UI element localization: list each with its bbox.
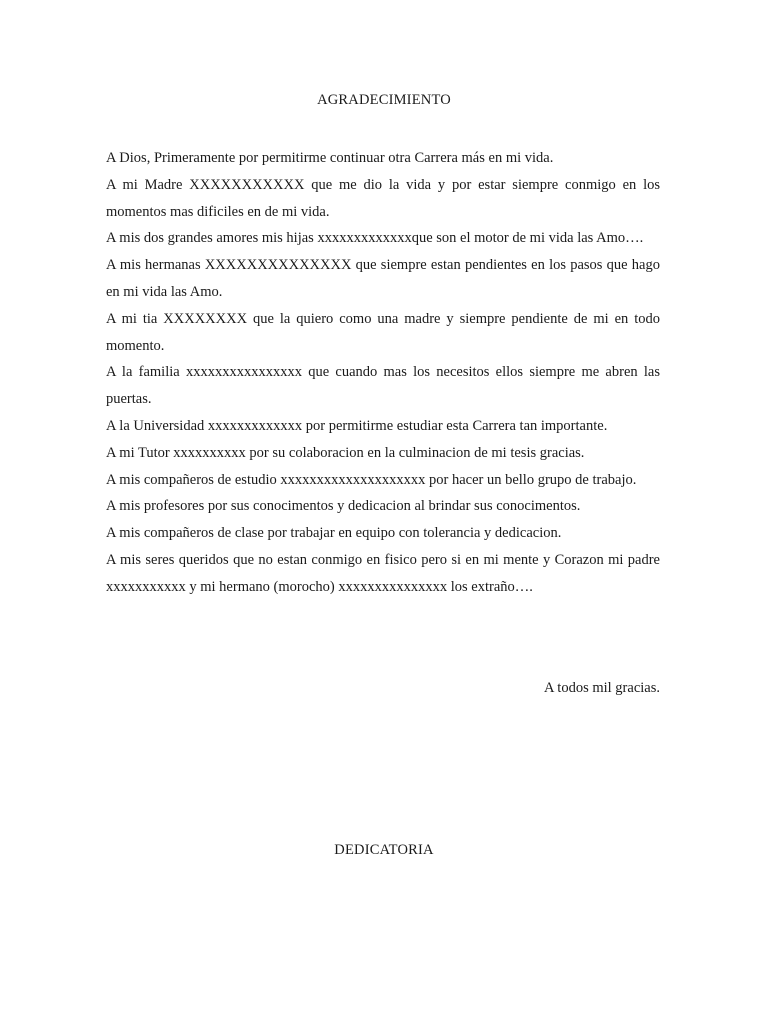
paragraph: A mis hermanas XXXXXXXXXXXXXX que siempre estan pendientes en los pasos que hago en mi vida las Amo. [106,257,660,300]
closing-line: A todos mil gracias. [544,680,660,696]
paragraph: A mis seres queridos que no estan conmigo en fisico pero si en mi mente y Corazon mi padre xxxxxxxxxxx y mi hermano (morocho) xxxxxxxxxxxxxxx los extraño…. [106,551,660,595]
paragraph: A mi Tutor xxxxxxxxxx por su colaboracion en la culminacion de mi tesis gracias. [106,444,585,461]
paragraph: A mi tia XXXXXXXX que la quiero como una madre y siempre pendiente de mi en todo momento. [106,310,660,354]
paragraph: A mis profesores por sus conocimentos y dedicacion al brindar sus conocimentos. [106,498,581,515]
paragraph: A mis compañeros de clase por trabajar en equipo con tolerancia y dedicacion. [106,525,562,542]
heading-agradecimiento: AGRADECIMIENTO [317,92,451,108]
heading-dedicatoria: DEDICATORIA [334,842,434,858]
paragraph: A mis compañeros de estudio xxxxxxxxxxxxxxxxxxxx por hacer un bello grupo de trabajo. [106,471,637,488]
acknowledgement-body [106,145,660,601]
paragraph: A mi Madre XXXXXXXXXXX que me dio la vida y por estar siempre conmigo en los momentos mas dificiles en de mi vida. [106,176,660,220]
paragraph: A Dios, Primeramente por permitirme continuar otra Carrera más en mi vida. [106,150,554,166]
paragraph: A la Universidad xxxxxxxxxxxxx por permitirme estudiar esta Carrera tan importante. [106,417,608,434]
paragraph: A la familia xxxxxxxxxxxxxxxx que cuando mas los necesitos ellos siempre me abren las puertas. [106,364,660,408]
paragraph: A mis dos grandes amores mis hijas xxxxxxxxxxxxxque son el motor de mi vida las Amo…. [106,230,644,247]
